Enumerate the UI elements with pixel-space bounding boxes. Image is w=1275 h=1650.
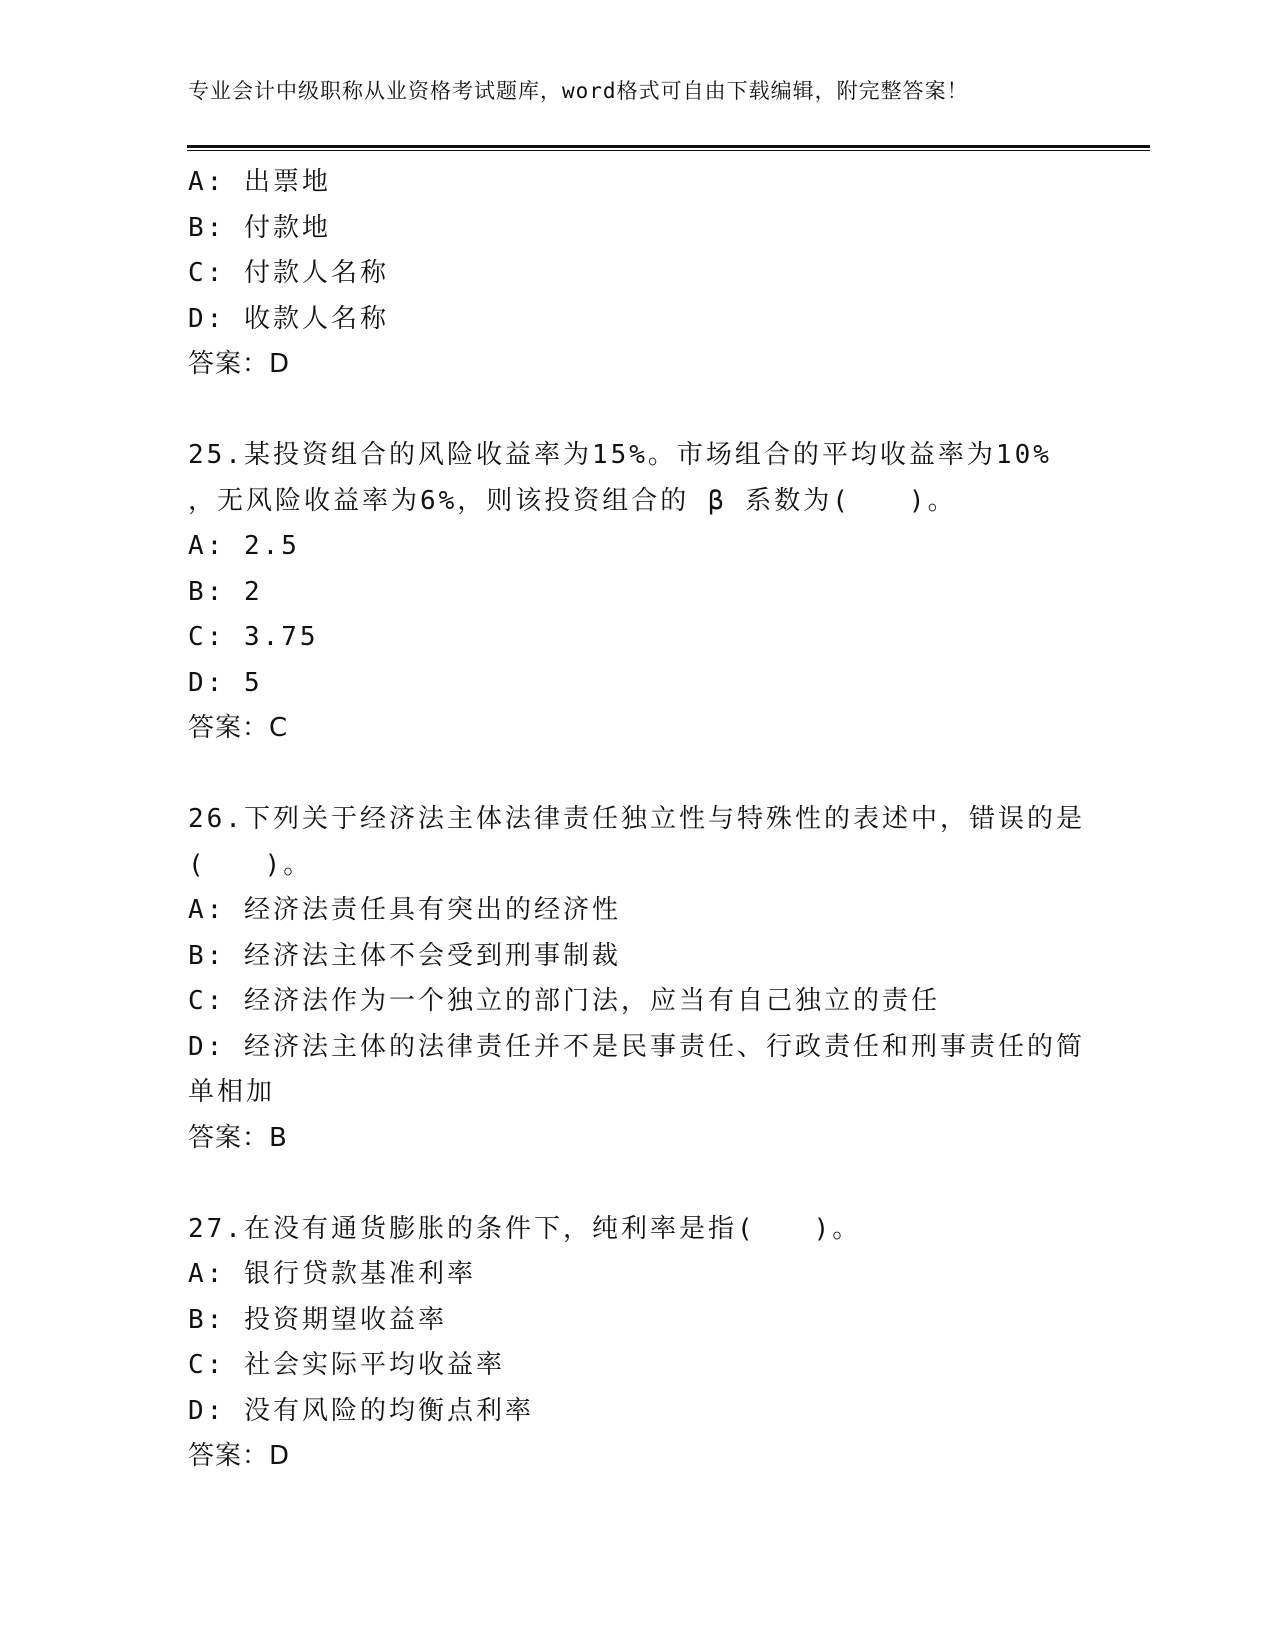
- option-a: A: 出票地: [188, 167, 331, 197]
- question-stem: 25.某投资组合的风险收益率为15%。市场组合的平均收益率为10%: [188, 440, 1052, 470]
- option-b: B: 经济法主体不会受到刑事制裁: [188, 940, 621, 971]
- question-stem-continued: ( )。: [188, 849, 313, 880]
- question-25-block: [188, 433, 1088, 752]
- question-stem: 26.下列关于经济法主体法律责任独立性与特殊性的表述中，错误的是: [188, 804, 1085, 834]
- spacer: [188, 1161, 1088, 1207]
- answer-line: 答案：D: [188, 349, 291, 379]
- option-c: C: 付款人名称: [188, 258, 389, 288]
- header-rule-thin: [187, 150, 1150, 151]
- answer-line: 答案：D: [188, 1441, 291, 1471]
- spacer: [188, 388, 1088, 434]
- header-rule-thick: [187, 145, 1150, 148]
- option-c: C: 3.75: [188, 622, 319, 652]
- question-stem-continued: ，无风险收益率为6%，则该投资组合的 β 系数为( )。: [188, 485, 957, 516]
- question-stem: 27.在没有通货膨胀的条件下，纯利率是指( )。: [188, 1213, 862, 1244]
- answer-line: 答案：C: [188, 713, 289, 743]
- option-c: C: 社会实际平均收益率: [188, 1350, 505, 1380]
- prev-question-block: [188, 160, 1088, 388]
- option-a: A: 经济法责任具有突出的经济性: [188, 895, 621, 925]
- question-content: [188, 160, 1088, 1480]
- option-d: D: 没有风险的均衡点利率: [188, 1395, 534, 1426]
- option-c: C: 经济法作为一个独立的部门法，应当有自己独立的责任: [188, 986, 940, 1016]
- question-27-block: [188, 1207, 1088, 1480]
- option-b: B: 付款地: [188, 212, 331, 243]
- question-26-block: [188, 797, 1088, 1161]
- option-a: A: 银行贷款基准利率: [188, 1259, 476, 1289]
- spacer: [188, 752, 1088, 798]
- option-d: D: 经济法主体的法律责任并不是民事责任、行政责任和刑事责任的简: [188, 1031, 1085, 1062]
- option-d-continued: 单相加: [188, 1077, 276, 1107]
- option-d: D: 5: [188, 667, 263, 698]
- option-d: D: 收款人名称: [188, 303, 389, 334]
- option-a: A: 2.5: [188, 531, 300, 561]
- option-b: B: 投资期望收益率: [188, 1304, 447, 1335]
- option-b: B: 2: [188, 576, 263, 607]
- answer-line: 答案：B: [188, 1122, 288, 1153]
- page-header: 专业会计中级职称从业资格考试题库，word格式可自由下载编辑，附完整答案！: [188, 79, 969, 103]
